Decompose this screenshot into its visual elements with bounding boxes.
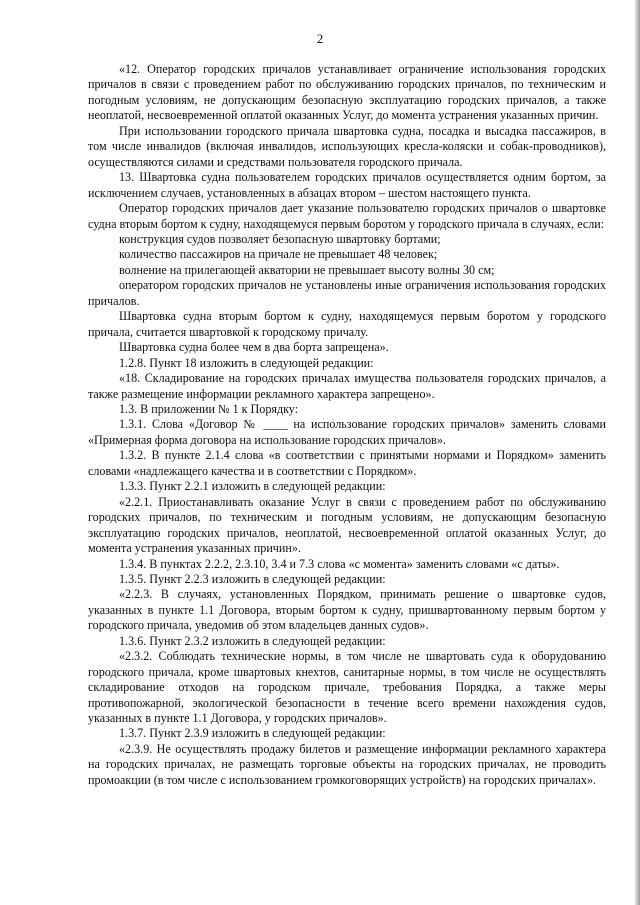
paragraph: волнение на прилегающей акватории не превышает высоту волны 30 см; [119,262,495,277]
paragraph: При использовании городского причала швартовка судна, посадка и высадка пассажиров, в том числе инвалидов (включая инвалидов, использующих кресла-коляски и собак-проводников), осуществляются силами и средствами пользователя городского причала. [88,123,606,169]
paragraph: «2.2.3. В случаях, установленных Порядком, принимать решение о швартовке судов, указанных в пункте 1.1 Договора, вторым бортом к судну, пришвартованному первым бортом у городского причала, уведомив об этом владельцев данных судов». [88,587,606,633]
paragraph: 1.3.2. В пункте 2.1.4 слова «в соответствии с принятыми нормами и Порядком» заменить словами «надлежащего качества и в соответствии с Порядком». [88,448,606,478]
paragraph: Швартовка судна более чем в два борта запрещена». [119,340,389,355]
paragraph: Оператор городских причалов дает указание пользователю городских причалов о швартовке судна вторым бортом к судну, находящемуся первым боротом у городского причала в случаях, если: [88,201,606,231]
paragraph: 1.3.3. Пункт 2.2.1 изложить в следующей редакции: [119,479,386,494]
paragraph: «2.3.9. Не осуществлять продажу билетов и размещение информации рекламного характера на городских причалах, не размещать торговые объекты на городских причалах, не проводить промоакции (в том числе с использованием громкоговорящих устройств) на городских причалах». [88,741,606,787]
paragraph: 1.3.6. Пункт 2.3.2 изложить в следующей редакции: [119,633,386,648]
paragraph: «2.3.2. Соблюдать технические нормы, в том числе не швартовать суда к оборудованию городского причала, кроме швартовых кнехтов, санитарные нормы, в том числе не осуществлять складирование отходов на городском причале, требования Порядка, а также меры противопожарной, экологической безопасности в течение всего времени нахождения судов, указанных в пункте 1.1 Договора, у городских причалов». [88,649,606,726]
paragraph: 1.3.7. Пункт 2.3.9 изложить в следующей редакции: [119,726,386,741]
paragraph: количество пассажиров на причале не превышает 48 человек; [119,247,438,262]
paragraph: 1.3. В приложении № 1 к Порядку: [119,401,299,416]
paragraph: 1.3.1. Слова «Договор № ____ на использование городских причалов» заменить словами «Примерная форма договора на использование городских причалов». [88,417,606,447]
paragraph: 1.2.8. Пункт 18 изложить в следующей редакции: [119,355,374,370]
paragraph: «2.2.1. Приостанавливать оказание Услуг в связи с проведением работ по обслуживанию городских причалов, по техническим и погодным условиям, не допускающим безопасную эксплуатацию городских причалов, неоплатой, несвоевременной оплатой оказанных Услуг, до момента устранения указанных причин». [88,494,606,556]
paragraph: «12. Оператор городских причалов устанавливает ограничение использования городских причалов в связи с проведением работ по обслуживанию городских причалов, по техническим и погодным условиям, не допускающим безопасную эксплуатацию городских причалов, а также неоплатой, несвоевременной оплатой оказанных Услуг, до момента устранения указанных причин. [88,62,606,123]
page-number: 2 [316,31,324,46]
paragraph: 1.3.5. Пункт 2.2.3 изложить в следующей редакции: [119,571,386,586]
paragraph: «18. Складирование на городских причалах имущества пользователя городских причалов, а также размещение информации рекламного характера запрещено». [88,371,606,401]
paragraph: конструкция судов позволяет безопасную швартовку бортами; [119,231,441,246]
scan-edge-shadow [635,0,640,905]
paragraph: 13. Швартовка судна пользователем городских причалов осуществляется одним бортом, за исключением случаев, установленных в абзацах втором – шестом настоящего пункта. [88,170,606,200]
document-body [88,62,606,788]
paragraph: оператором городских причалов не установлены иные ограничения использования городских причалов. [88,278,606,308]
paragraph: Швартовка судна вторым бортом к судну, находящемуся первым боротом у городского причала, считается швартовкой к городскому причалу. [88,309,606,339]
paragraph: 1.3.4. В пунктах 2.2.2, 2.3.10, 3.4 и 7.3 слова «с момента» заменить словами «с даты». [119,556,560,571]
